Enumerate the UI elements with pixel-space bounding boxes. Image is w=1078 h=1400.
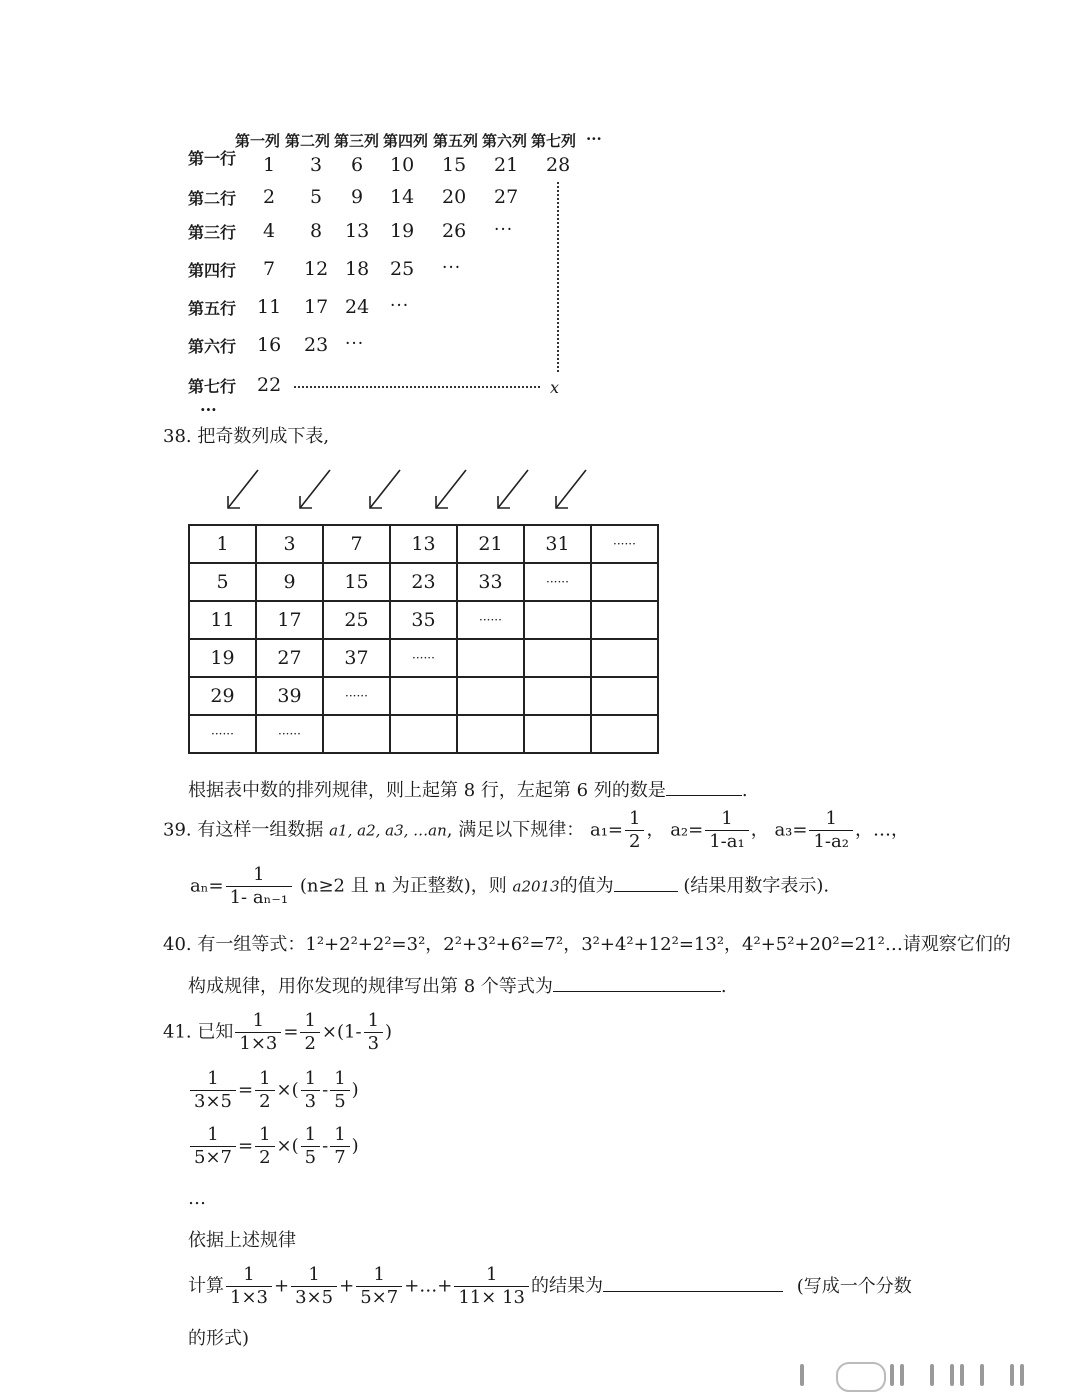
arrow-icon [436, 470, 466, 508]
numerator: 1 [259, 1068, 271, 1089]
table-row [189, 677, 658, 715]
times: × [276, 1079, 292, 1101]
table-cell: 27 [256, 639, 323, 677]
table-cell: 7 [323, 525, 390, 563]
a3-label: a₃= [774, 819, 808, 841]
fraction [301, 1126, 320, 1167]
q39-target: a2013 [512, 877, 560, 896]
equals: = [238, 1135, 254, 1157]
dotted-vertical-line [557, 182, 559, 372]
numerator: 1 [367, 1010, 380, 1031]
odd-number-table [188, 524, 659, 754]
table-cell [457, 639, 524, 677]
q41-calc [188, 1266, 912, 1307]
table-row [189, 563, 658, 601]
paren: ( [291, 1079, 299, 1101]
q41-basis: 依据上述规律 [188, 1230, 296, 1251]
denominator: 11× 13 [454, 1286, 529, 1307]
grid-cell: 7 [263, 258, 276, 280]
grid-cell: 16 [257, 334, 282, 356]
term: 1 [344, 1021, 356, 1043]
grid-cell: 23 [304, 334, 329, 356]
fraction [356, 1266, 402, 1307]
plus-ellipsis: +…+ [404, 1275, 453, 1297]
table-cell [591, 715, 658, 753]
q39-text: 的值为 [559, 875, 614, 897]
table-cell: 31 [524, 525, 591, 563]
q40-text: 有一组等式：1²+2²+2²=3²，2²+3²+6²=7²，3²+4²+12²=13²，4²+5²+20²=21²…请观察它们的 [197, 934, 1011, 955]
answer-blank [666, 777, 742, 796]
table-cell: 11 [189, 601, 256, 639]
denominator: 3×5 [291, 1286, 337, 1307]
arrow-icon [300, 470, 330, 508]
column-header: 第一列 [235, 132, 281, 150]
table-cell: 3 [256, 525, 323, 563]
table-cell: 25 [323, 601, 390, 639]
table-cell [524, 601, 591, 639]
q39-line2 [190, 866, 829, 907]
fraction [330, 1126, 349, 1167]
diagonal-arrows [220, 466, 640, 526]
grid-cell: ··· [345, 334, 365, 354]
q40-line2 [188, 972, 727, 998]
grid-cell: 1 [263, 154, 276, 176]
grid-cell: 10 [390, 154, 415, 176]
grid-cell: 19 [390, 220, 415, 242]
table-cell [591, 563, 658, 601]
q41-eq1 [163, 1012, 392, 1053]
a1-label: a₁= [589, 819, 623, 841]
scrubber-tick [1010, 1364, 1014, 1386]
fraction [454, 1266, 529, 1307]
column-header: 第五列 [433, 132, 479, 150]
paren: ( [291, 1135, 299, 1157]
fraction [255, 1126, 274, 1167]
q39-note: (结果用数字表示). [683, 875, 830, 897]
numerator: 1 [243, 1264, 255, 1285]
table-cell [591, 639, 658, 677]
numerator: 1 [308, 1264, 320, 1285]
row-label: 第四行 [188, 261, 237, 280]
table-cell: ······ [189, 715, 256, 753]
table-cell: 1 [189, 525, 256, 563]
column-header: 第七列 [531, 132, 577, 150]
numerator: 1 [485, 1264, 498, 1285]
numerator: 1 [334, 1124, 346, 1145]
grid-cell: 24 [345, 296, 370, 318]
grid-cell: 2 [263, 186, 276, 208]
arrow-icon [370, 470, 400, 508]
table-cell: ······ [256, 715, 323, 753]
minus: - [355, 1021, 362, 1043]
numerator: 1 [334, 1068, 346, 1089]
answer-blank [603, 1273, 783, 1292]
q41-result-label: 的结果为 [530, 1275, 603, 1297]
table-cell: 15 [323, 563, 390, 601]
table-row [189, 715, 658, 753]
arrow-icon [228, 470, 258, 508]
separator: ， [750, 819, 769, 841]
grid-cell: 9 [351, 186, 364, 208]
denominator: 5×7 [190, 1146, 236, 1167]
fraction [301, 1070, 320, 1111]
times: × [276, 1135, 292, 1157]
q41-eq3 [188, 1126, 359, 1167]
q38-text: 把奇数列成下表, [197, 426, 330, 447]
grid-cell: ··· [442, 258, 462, 278]
q40-line1 [163, 930, 1011, 956]
q38-question-end: . [741, 780, 748, 801]
grid-cell: 25 [390, 258, 415, 280]
minus: - [322, 1079, 329, 1101]
numerator: 1 [207, 1068, 219, 1089]
column-header: 第六列 [482, 132, 528, 150]
fraction [255, 1070, 274, 1111]
q39-text: 有这样一组数据 [197, 819, 324, 841]
grid-cell: 8 [310, 220, 323, 242]
fraction [330, 1070, 349, 1111]
q41-eq2 [188, 1070, 359, 1111]
a1-fraction [625, 810, 644, 851]
scrubber-tick [980, 1364, 984, 1386]
column-header: 第四列 [383, 132, 429, 150]
scrubber-thumb[interactable] [836, 1362, 886, 1392]
row-label: 第七行 [188, 377, 237, 396]
a2-fraction [705, 810, 748, 851]
q40-text: 构成规律，用你发现的规律写出第 8 个等式为 [188, 976, 553, 997]
table-cell: 37 [323, 639, 390, 677]
grid-cell: 14 [390, 186, 415, 208]
separator: ， [646, 819, 665, 841]
denominator: 2 [255, 1090, 274, 1111]
paren: ) [351, 1135, 359, 1157]
q41-dots: … [188, 1188, 206, 1209]
ellipsis: ，…， [854, 819, 909, 841]
a2-numerator: 1 [721, 808, 733, 829]
table-row [189, 525, 658, 563]
table-cell: 13 [390, 525, 457, 563]
table-cell [323, 715, 390, 753]
an-label: aₙ= [190, 875, 224, 897]
column-header: 第二列 [285, 132, 331, 150]
dotted-horizontal-line [294, 386, 540, 388]
q38-question-text: 列的数是 [593, 780, 666, 801]
table-cell [524, 639, 591, 677]
numerator: 1 [373, 1264, 385, 1285]
denominator: 5×7 [356, 1286, 402, 1307]
numerator: 1 [304, 1124, 317, 1145]
q38-heading [163, 422, 329, 448]
numerator: 1 [304, 1010, 316, 1031]
grid-cell: 12 [304, 258, 329, 280]
grid-cell: 21 [494, 154, 519, 176]
fraction [235, 1012, 281, 1053]
row-label: 第二行 [188, 189, 237, 208]
an-numerator: 1 [253, 864, 265, 885]
page-scrubber-bar[interactable] [0, 1350, 1078, 1400]
plus: + [274, 1275, 290, 1297]
table-cell: 33 [457, 563, 524, 601]
denominator: 3 [301, 1090, 320, 1111]
q41-known: 已知 [197, 1021, 234, 1043]
paren: ) [351, 1079, 359, 1101]
a1-denominator: 2 [625, 830, 644, 851]
grid-cell: ··· [494, 220, 514, 240]
row-label: 第一行 [188, 149, 237, 168]
arrow-icon [556, 470, 586, 508]
q41-number: 41. [163, 1021, 192, 1043]
grid-cell: 4 [263, 220, 276, 242]
table-row [189, 639, 658, 677]
grid-cell: 11 [257, 296, 282, 318]
table-cell: 19 [189, 639, 256, 677]
table-cell: 35 [390, 601, 457, 639]
grid-cell: 27 [494, 186, 519, 208]
grid-cell: 5 [310, 186, 323, 208]
table-cell: 5 [189, 563, 256, 601]
scrubber-tick [1020, 1364, 1024, 1386]
grid-cell: 20 [442, 186, 467, 208]
table-cell [390, 715, 457, 753]
q39-condition: (n≥2 且 n 为正整数)，则 [299, 875, 507, 897]
q39-sequence: a1, a2, a3, …an [329, 821, 447, 840]
q39-number: 39. [163, 819, 192, 841]
denominator: 5 [330, 1090, 349, 1111]
numerator: 1 [207, 1124, 219, 1145]
denominator: 1×3 [235, 1032, 281, 1053]
times: × [321, 1021, 338, 1043]
scrubber-tick [800, 1364, 804, 1386]
table-cell [457, 677, 524, 715]
q38-col-number: 6 [576, 780, 589, 801]
q38-row-number: 8 [463, 780, 476, 801]
table-cell: 23 [390, 563, 457, 601]
scrubber-tick [890, 1364, 894, 1386]
arrow-icon [498, 470, 528, 508]
a2-denominator: 1-a₁ [705, 830, 748, 851]
fraction [190, 1126, 236, 1167]
column-header: 第三列 [334, 132, 380, 150]
grid-cell: 22 [257, 374, 282, 396]
row-label: ··· [200, 400, 217, 419]
q38-question-text: 行，左起第 [480, 780, 571, 801]
grid-cell: 28 [546, 154, 571, 176]
a3-denominator: 1-a₂ [809, 830, 852, 851]
table-cell: ······ [524, 563, 591, 601]
row-label: 第六行 [188, 337, 237, 356]
table-cell [591, 601, 658, 639]
grid-cell: 18 [345, 258, 370, 280]
an-fraction [226, 866, 293, 907]
answer-blank [614, 873, 678, 892]
denominator: 5 [301, 1146, 320, 1167]
table-cell [524, 715, 591, 753]
fraction [300, 1012, 319, 1053]
q38-question [188, 776, 748, 802]
denominator: 2 [255, 1146, 274, 1167]
numerator: 1 [252, 1010, 265, 1031]
a1-numerator: 1 [629, 808, 641, 829]
row-label: 第三行 [188, 223, 237, 242]
scrubber-tick [950, 1364, 954, 1386]
grid-cell: 6 [351, 154, 364, 176]
denominator: 1×3 [226, 1286, 272, 1307]
fraction [364, 1012, 383, 1053]
denominator: 3×5 [190, 1090, 236, 1111]
numerator: 1 [304, 1068, 317, 1089]
column-header: ··· [586, 130, 602, 148]
row-label: 第五行 [188, 299, 237, 318]
scrubber-tick [960, 1364, 964, 1386]
paren: ) [385, 1021, 393, 1043]
denominator: 7 [330, 1146, 349, 1167]
paren: ( [337, 1021, 345, 1043]
plus: + [339, 1275, 355, 1297]
grid-corner-x: x [550, 378, 560, 397]
denominator: 2 [300, 1032, 319, 1053]
table-cell [390, 677, 457, 715]
table-cell [591, 677, 658, 715]
fraction [291, 1266, 337, 1307]
a2-label: a₂= [670, 819, 704, 841]
an-denominator: 1- aₙ₋₁ [226, 886, 293, 907]
answer-blank [553, 973, 721, 992]
q41-note: (写成一个分数 [796, 1275, 912, 1297]
denominator: 3 [364, 1032, 383, 1053]
fraction [226, 1266, 272, 1307]
grid-cell: 3 [310, 154, 323, 176]
table-cell: ······ [390, 639, 457, 677]
scrubber-tick [930, 1364, 934, 1386]
grid-cell: 13 [345, 220, 370, 242]
q39-text: , 满足以下规律： [446, 819, 585, 841]
grid-cell: 15 [442, 154, 467, 176]
table-cell: 29 [189, 677, 256, 715]
table-cell: ······ [323, 677, 390, 715]
q39-line1 [163, 810, 909, 851]
table-cell [524, 677, 591, 715]
grid-cell: 17 [304, 296, 329, 318]
q40-number: 40. [163, 934, 192, 955]
table-cell: ······ [591, 525, 658, 563]
table-cell: 17 [256, 601, 323, 639]
table-cell: 39 [256, 677, 323, 715]
q41-calc-label: 计算 [188, 1275, 224, 1297]
table-cell: 21 [457, 525, 524, 563]
q40-end: . [720, 976, 727, 997]
grid-cell: ··· [390, 296, 410, 316]
scrubber-tick [900, 1364, 904, 1386]
q38-number: 38. [163, 426, 192, 447]
a3-numerator: 1 [825, 808, 837, 829]
q41-note-cont: 的形式) [188, 1328, 250, 1349]
a3-fraction [809, 810, 852, 851]
table-cell [457, 715, 524, 753]
q38-question-text: 根据表中数的排列规律，则上起第 [188, 780, 458, 801]
table-row [189, 601, 658, 639]
equals: = [238, 1079, 254, 1101]
equals: = [283, 1021, 299, 1043]
minus: - [322, 1135, 329, 1157]
table-cell: ······ [457, 601, 524, 639]
table-cell: 9 [256, 563, 323, 601]
grid-cell: 26 [442, 220, 467, 242]
numerator: 1 [259, 1124, 271, 1145]
fraction [190, 1070, 236, 1111]
